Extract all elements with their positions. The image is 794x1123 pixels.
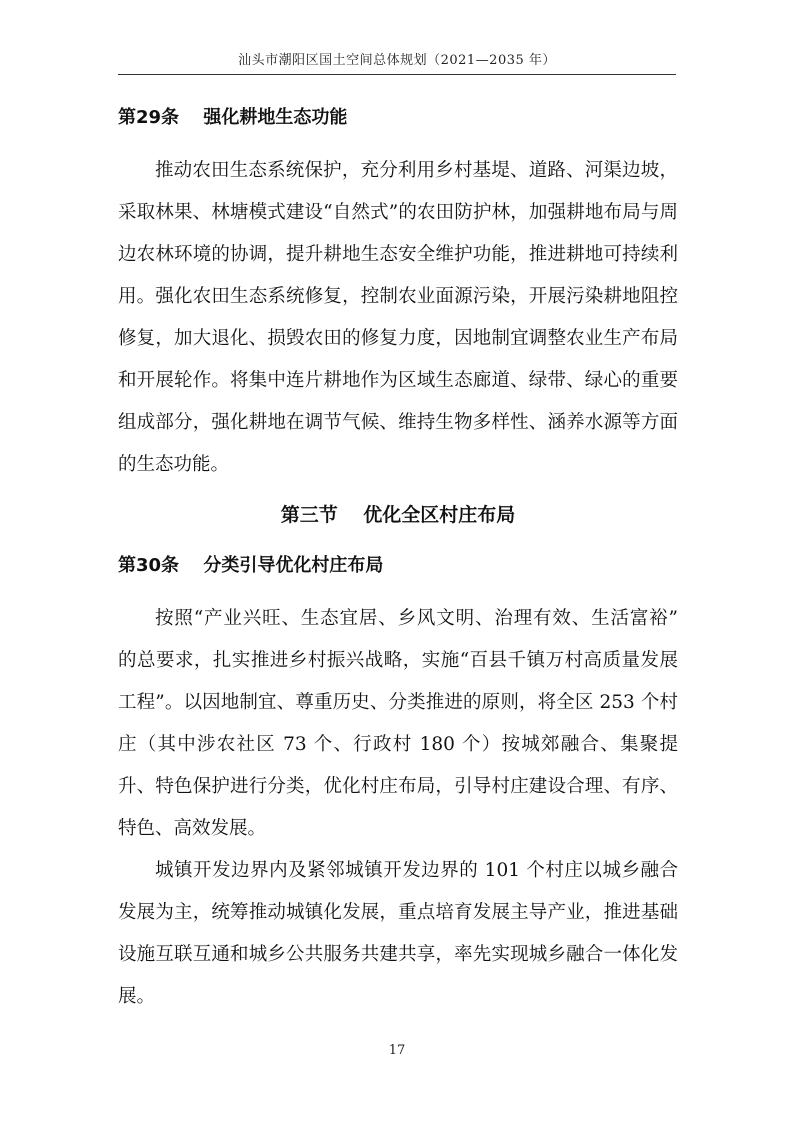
section-3-title: 第三节 优化全区村庄布局 (280, 504, 516, 526)
article-30-paragraph-2: 城镇开发边界内及紧邻城镇开发边界的 101 个村庄以城乡融合发展为主，统筹推动城镇化发展，重点培育发展主导产业，推进基础设施互联互通和城乡公共服务共建共享，率先实现城乡融合一体化发展。 (118, 860, 678, 1007)
article-29-paragraph: 推动农田生态系统保护，充分利用乡村基堤、道路、河渠边坡，采取林果、林塘模式建设“自然式”的农田防护林，加强耕地布局与周边农林环境的协调，提升耕地生态安全维护功能，推进耕地可持续利用。强化农田生态系统修复，控制农业面源污染，开展污染耕地阻控修复，加大退化、损毁农田的修复力度，因地制宜调整农业生产布局和开展轮作。将集中连片耕地作为区域生态廊道、绿带、绿心的重要组成部分，强化耕地在调节气候、维持生物多样性、涵养水源等方面的生态功能。 (118, 160, 678, 475)
article-30-paragraph-1: 按照“产业兴旺、生态宜居、乡风文明、治理有效、生活富裕” 的总要求，扎实推进乡村振兴战略，实施“百县千镇万村高质量发展工程”。以因地制宜、尊重历史、分类推进的原则，将全区 253 个村庄（其中涉农社区 73 个、行政村 180 个）按城郊融合、集聚提升、特色保护进行分类，优化村庄布局，引导村庄建设合理、有序、特色、高效发展。 (118, 608, 678, 839)
running-header: 汕头市潮阳区国土空间总体规划（2021—2035 年） (238, 53, 556, 68)
header-rule (118, 74, 676, 75)
article-29-title: 第29条 强化耕地生态功能 (118, 107, 348, 128)
article-30-title: 第30条 分类引导优化村庄布局 (118, 555, 384, 576)
page-number: 17 (388, 1043, 406, 1058)
